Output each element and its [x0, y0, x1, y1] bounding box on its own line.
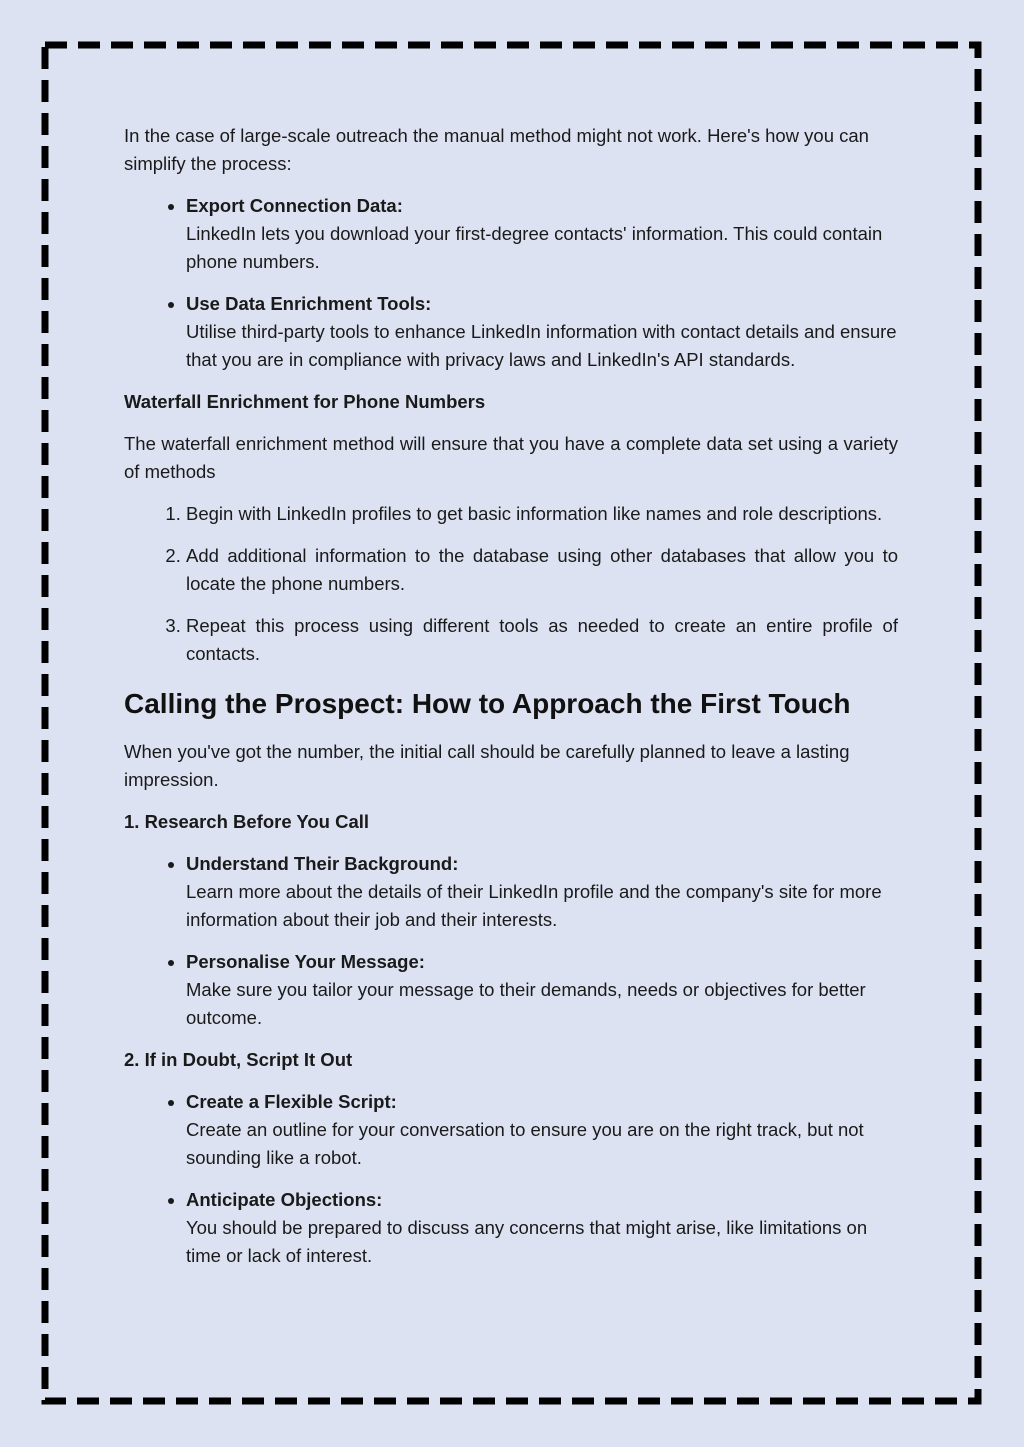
list-item-title: • Personalise Your Message:	[186, 951, 425, 972]
waterfall-intro: The waterfall enrichment method will ensure that you have a complete data set using a variety of methods	[124, 433, 898, 482]
list-item-title: • Anticipate Objections:	[186, 1189, 383, 1210]
script-heading: 2. If in Doubt, Script It Out	[124, 1049, 353, 1070]
calling-intro: When you've got the number, the initial call should be carefully planned to leave a lasting impression.	[124, 741, 850, 790]
list-item	[186, 1186, 898, 1270]
list-item	[186, 192, 898, 276]
list-item: 3. Repeat this process using different tools as needed to create an entire profile of contacts.	[186, 612, 898, 668]
list-item: 2. Add additional information to the database using other databases that allow you to locate the phone numbers.	[186, 542, 898, 598]
list-item-title: • Understand Their Background:	[186, 853, 459, 874]
list-item-body: Learn more about the details of their LinkedIn profile and the company's site for more information about their job and their interests.	[186, 881, 882, 930]
list-item	[186, 1088, 898, 1172]
section-heading: Calling the Prospect: How to Approach the First Touch	[124, 688, 851, 719]
list-item-title: • Export Connection Data:	[186, 195, 403, 216]
waterfall-steps-list	[124, 500, 898, 668]
list-item-title: • Create a Flexible Script:	[186, 1091, 397, 1112]
research-heading: 1. Research Before You Call	[124, 811, 370, 832]
page-content	[124, 122, 898, 1284]
list-item-body: LinkedIn lets you download your first-degree contacts' information. This could contain phone numbers.	[186, 223, 883, 272]
waterfall-heading: Waterfall Enrichment for Phone Numbers	[124, 391, 486, 412]
list-item-body: Make sure you tailor your message to their demands, needs or objectives for better outcome.	[186, 979, 866, 1028]
list-item	[186, 290, 898, 374]
list-item: 1. Begin with LinkedIn profiles to get basic information like names and role descriptions.	[186, 500, 898, 528]
script-list	[124, 1088, 898, 1270]
bulk-methods-list	[124, 192, 898, 374]
list-item-title: • Use Data Enrichment Tools:	[186, 293, 432, 314]
research-list	[124, 850, 898, 1032]
list-item	[186, 850, 898, 934]
list-item-body: Create an outline for your conversation to ensure you are on the right track, but not sounding like a robot.	[186, 1119, 864, 1168]
list-item-body: You should be prepared to discuss any concerns that might arise, like limitations on time or lack of interest.	[186, 1217, 868, 1266]
list-item	[186, 948, 898, 1032]
list-item-body: Utilise third-party tools to enhance LinkedIn information with contact details and ensure that you are in compliance with privacy laws and LinkedIn's API standards.	[186, 321, 897, 370]
intro-paragraph: In the case of large-scale outreach the manual method might not work. Here's how you can simplify the process:	[124, 125, 869, 174]
